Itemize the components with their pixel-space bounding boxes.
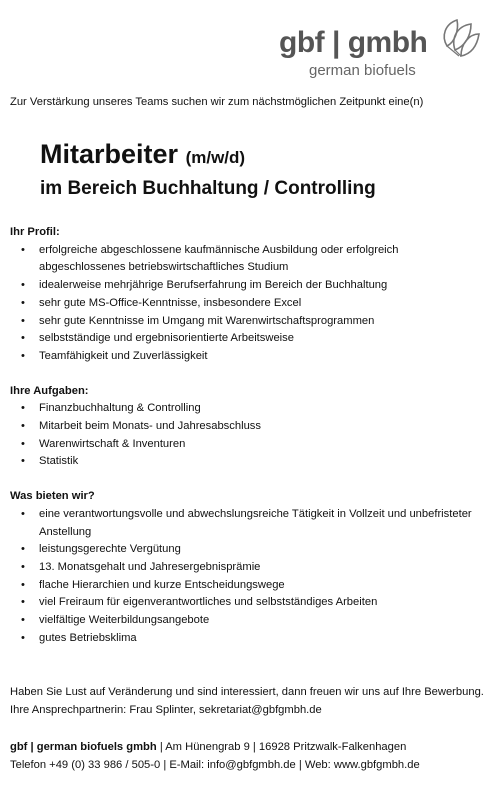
tasks-heading: Ihre Aufgaben:: [10, 384, 89, 397]
list-item: • sehr gute MS-Office-Kenntnisse, insbesondere Excel: [39, 295, 484, 313]
job-title-block: [40, 138, 480, 202]
tasks-section: [10, 383, 484, 472]
footer-address-line: [10, 738, 486, 756]
footer-contact: Telefon +49 (0) 33 986 / 505-0 | E-Mail: info@gbfgmbh.de | Web: www.gbfgmbh.de: [10, 759, 420, 771]
footer-company: gbf | german biofuels gmbh: [10, 741, 157, 753]
footer: [10, 738, 486, 774]
list-item: • Warenwirtschaft & Inventuren: [39, 436, 484, 454]
footer-address: | Am Hünengrab 9 | 16928 Pritzwalk-Falkenhagen: [156, 741, 407, 753]
logo-tagline: german biofuels: [309, 62, 416, 79]
list-item: • Mitarbeit beim Monats- und Jahresabschluss: [39, 418, 484, 436]
intro-text: Zur Verstärkung unseres Teams suchen wir zum nächstmöglichen Zeitpunkt eine(n): [10, 96, 424, 108]
list-item: • viel Freiraum für eigenverantwortliches und selbstständiges Arbeiten: [39, 594, 484, 612]
company-logo: [251, 12, 481, 82]
job-title: [40, 138, 480, 174]
list-item: • 13. Monatsgehalt und Jahresergebnisprämie: [39, 559, 484, 577]
job-sections: [10, 224, 484, 664]
profile-list: [10, 242, 484, 366]
list-item: • idealerweise mehrjährige Berufserfahrung im Bereich der Buchhaltung: [39, 277, 484, 295]
tasks-list: [10, 400, 484, 471]
offer-list: [10, 506, 484, 648]
header: [0, 0, 491, 95]
offer-section: [10, 488, 484, 647]
list-item: • erfolgreiche abgeschlossene kaufmännische Ausbildung oder erfolgreich abgeschlossenes betriebswirtschaftliches Studium: [39, 242, 484, 277]
list-item: • vielfältige Weiterbildungsangebote: [39, 612, 484, 630]
job-department: im Bereich Buchhaltung / Controlling: [40, 178, 376, 199]
offer-heading: Was bieten wir?: [10, 490, 95, 503]
list-item: • leistungsgerechte Vergütung: [39, 541, 484, 559]
list-item: • gutes Betriebsklima: [39, 630, 484, 648]
list-item: • flache Hierarchien und kurze Entscheidungswege: [39, 577, 484, 595]
profile-heading: Ihr Profil:: [10, 226, 60, 238]
list-item: • eine verantwortungsvolle und abwechslungsreiche Tätigkeit in Vollzeit und unbefristeter Anstellung: [39, 506, 484, 541]
closing-text: Haben Sie Lust auf Veränderung und sind interessiert, dann freuen wir uns auf Ihre Bewerbung. Ihre Ansprechpartnerin: Frau Splinter, sekretariat@gbfgmbh.de: [10, 686, 484, 716]
list-item: • sehr gute Kenntnisse im Umgang mit Warenwirtschaftsprogrammen: [39, 313, 484, 331]
list-item: • Statistik: [39, 453, 484, 471]
list-item: • Teamfähigkeit und Zuverlässigkeit: [39, 348, 484, 366]
list-item: • Finanzbuchhaltung & Controlling: [39, 400, 484, 418]
job-title-suffix: (m/w/d): [185, 148, 246, 167]
leaves-icon: [439, 16, 481, 60]
profile-section: [10, 224, 484, 366]
list-item: • selbstständige und ergebnisorientierte Arbeitsweise: [39, 330, 484, 348]
logo-wordmark: gbf | gmbh: [279, 26, 428, 59]
job-title-main: Mitarbeiter: [40, 139, 179, 169]
